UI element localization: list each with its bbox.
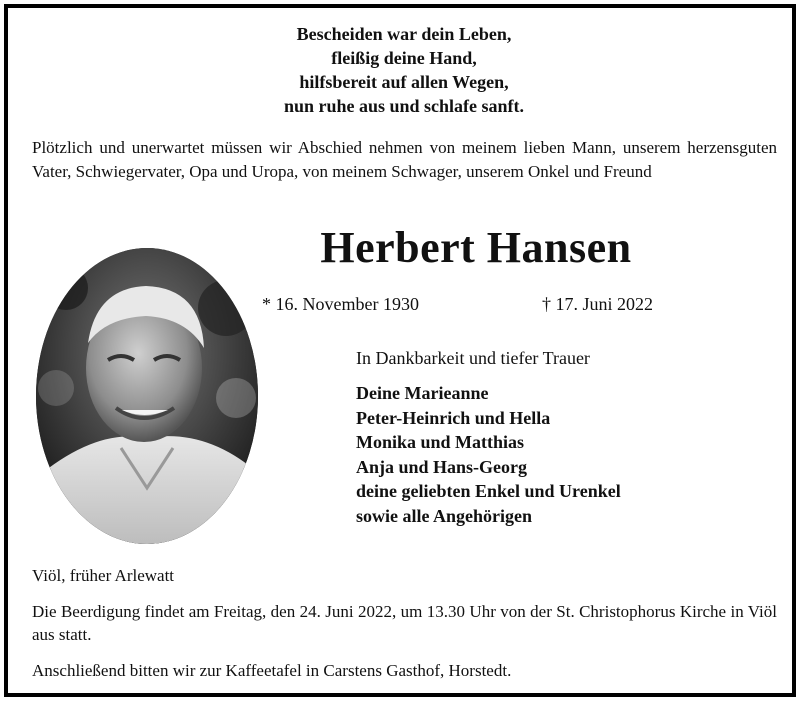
mourner-entry: deine geliebten Enkel und Urenkel <box>356 481 621 501</box>
portrait-photo-image <box>36 248 258 544</box>
reception-details: Anschließend bitten wir zur Kaffeetafel in Carstens Gasthof, Horstedt. <box>32 661 512 680</box>
mourning-phrase: In Dankbarkeit und tiefer Trauer <box>356 348 590 368</box>
mourner-entry: Monika und Matthias <box>356 432 525 452</box>
funeral-details: Die Beerdigung findet am Freitag, den 24. Juni 2022, um 13.30 Uhr von der St. Christophorus Kirche in Viöl aus statt. <box>32 602 777 644</box>
deceased-name: Herbert Hansen <box>320 223 632 272</box>
poem-line: hilfsbereit auf allen Wegen, <box>299 72 509 92</box>
poem-verse <box>8 22 800 118</box>
mourner-entry: sowie alle Angehörigen <box>356 505 532 526</box>
mourners-list <box>356 381 621 528</box>
mourner-entry: Deine Marieanne <box>356 383 489 403</box>
poem-line: fleißig deine Hand, <box>331 48 477 68</box>
intro-text: Plötzlich und unerwartet müssen wir Abschied nehmen von meinem lieben Mann, unserem herzensguten Vater, Schwiegervater, Opa und Uropa, von meinem Schwager, unserem Onkel und Freund <box>32 138 777 181</box>
mourner-entry: Peter-Heinrich und Hella <box>356 407 551 428</box>
obituary-notice <box>4 4 796 697</box>
birth-date: * 16. November 1930 <box>262 294 419 314</box>
mourner-entry: Anja und Hans-Georg <box>356 456 528 477</box>
portrait-photo <box>36 248 258 544</box>
place-of-residence: Viöl, früher Arlewatt <box>32 566 175 585</box>
poem-line: nun ruhe aus und schlafe sanft. <box>283 96 525 116</box>
death-date: † 17. Juni 2022 <box>542 294 654 314</box>
poem-line: Bescheiden war dein Leben, <box>296 24 512 44</box>
